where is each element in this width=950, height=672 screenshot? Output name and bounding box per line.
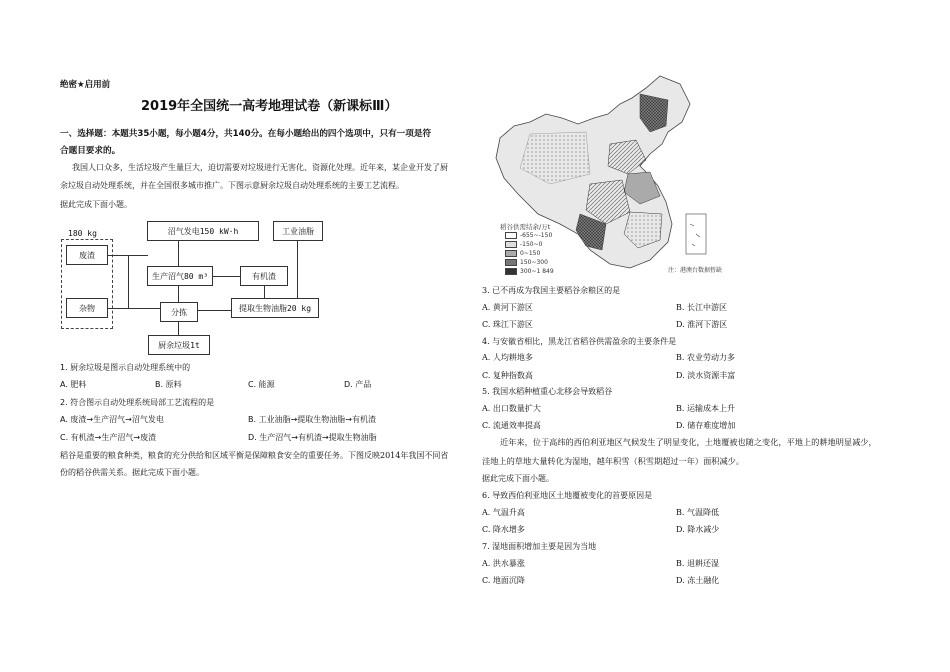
q3-stem: 3. 已不再成为我国主要稻谷余粮区的是 [482,286,621,295]
legend-item: 150~300 [505,259,548,266]
passage1-line3: 据此完成下面小题。 [60,200,132,209]
connector [213,276,240,277]
legend-item: 300~1 849 [505,268,554,275]
q6-stem: 6. 导致西伯利亚地区土地覆被变化的首要原因是 [482,491,653,500]
map-legend-title: 稻谷供需结余/万t [500,223,551,231]
passage2-line1: 稻谷是重要的粮食种类，粮食的充分供给和区域平衡是保障粮食安全的重要任务。下图反映2014年我国不同省 [60,451,449,460]
q6-option-a[interactable]: A. 气温升高 [482,508,525,517]
page-title: 2019年全国统一高考地理试卷（新课标Ⅲ） [141,99,398,114]
connector [108,308,160,309]
q3-option-d[interactable]: D. 淮河下游区 [676,320,728,329]
q1-option-a[interactable]: A. 肥料 [60,380,87,389]
legend-swatch [505,232,517,239]
q5-option-c[interactable]: C. 流通效率提高 [482,421,541,430]
q7-stem: 7. 湿地面积增加主要是因为当地 [482,542,597,551]
q2-stem: 2. 符合图示自动处理系统局部工艺流程的是 [60,398,215,407]
q1-stem: 1. 厨余垃圾是图示自动处理系统中的 [60,363,191,372]
section-heading-line2: 合题目要求的。 [60,146,121,156]
q1-option-b[interactable]: B. 原料 [155,380,182,389]
q5-option-a[interactable]: A. 出口数量扩大 [482,404,541,413]
q2-option-b[interactable]: B. 工业油脂→提取生物油脂→有机渣 [248,415,376,424]
q7-option-d[interactable]: D. 冻土融化 [676,576,720,585]
passage3-line2: 洼地上的草地大量转化为湿地，越年积雪（积雪期超过一年）面积减少。 [482,456,745,466]
connector [178,241,179,266]
legend-item: -655~-150 [505,232,552,239]
passage3-line1: 近年来，位于高纬的西伯利亚地区气候发生了明显变化，土地覆被也随之变化，平地上的耕地明显减少， [500,437,877,447]
q5-stem: 5. 我国水稻种植重心北移会导致稻谷 [482,387,613,396]
q1-option-c[interactable]: C. 能源 [248,380,275,389]
connector [178,322,179,335]
box-biogas: 生产沼气80 m³ [147,266,213,286]
q1-option-d[interactable]: D. 产品 [344,380,372,389]
q3-option-b[interactable]: B. 长江中游区 [676,303,727,312]
connector [128,255,129,308]
box-misc: 杂物 [66,298,108,318]
box-extract: 提取生物油脂20 kg [231,298,319,318]
legend-swatch [505,241,517,248]
q3-option-a[interactable]: A. 黄河下游区 [482,303,533,312]
connector [297,241,298,298]
q7-option-a[interactable]: A. 洪水暴涨 [482,559,525,568]
passage2-line2: 份的稻谷供需关系。据此完成下面小题。 [60,468,204,477]
q4-option-c[interactable]: C. 复种指数高 [482,371,533,380]
q4-option-a[interactable]: A. 人均耕地多 [482,353,533,362]
q3-option-c[interactable]: C. 珠江下游区 [482,320,533,329]
box-biogas-power: 沼气发电150 kW·h [147,221,259,241]
legend-item: 0~150 [505,250,540,257]
q7-option-b[interactable]: B. 退耕还湿 [676,559,719,568]
q6-option-c[interactable]: C. 降水增多 [482,525,525,534]
q2-option-d[interactable]: D. 生产沼气→有机渣→提取生物油脂 [248,433,377,442]
passage1-line2: 余垃圾自动处理系统，并在全国很多城市推广。下图示意厨余垃圾自动处理系统的主要工艺流程。 [60,181,404,190]
connector [178,286,179,302]
box-industrial-oil: 工业油脂 [273,221,323,241]
q6-option-d[interactable]: D. 降水减少 [676,525,720,534]
legend-swatch [505,268,517,275]
legend-swatch [505,250,517,257]
connector [198,310,231,311]
box-waste: 废渣 [66,245,108,265]
q5-option-d[interactable]: D. 储存难度增加 [676,421,736,430]
secret-label: 绝密★启用前 [60,80,111,90]
passage3-line3: 据此完成下面小题。 [482,474,554,483]
q5-option-b[interactable]: B. 运输成本上升 [676,404,735,413]
box-organic: 有机渣 [240,266,288,286]
q4-option-b[interactable]: B. 农业劳动力多 [676,353,735,362]
q7-option-c[interactable]: C. 地面沉降 [482,576,525,585]
legend-item: -150~0 [505,241,542,248]
section-heading-line1: 一、选择题：本题共35小题，每小题4分，共140分。在每小题给出的四个选项中，只有一项是符 [60,129,432,139]
q4-option-d[interactable]: D. 淡水资源丰富 [676,371,736,380]
legend-swatch [505,259,517,266]
box-sorting: 分拣 [160,302,198,322]
passage1-line1: 我国人口众多，生活垃圾产生量巨大，迫切需要对垃圾进行无害化、资源化处理。近年来，某企业开发了厨 [72,163,448,172]
q4-stem: 4. 与安徽省相比，黑龙江省稻谷供需盈余的主要条件是 [482,337,677,346]
weight-label: 180 kg [68,229,97,238]
connector [264,286,265,298]
q2-option-c[interactable]: C. 有机渣→生产沼气→废渣 [60,433,157,442]
q6-option-b[interactable]: B. 气温降低 [676,508,719,517]
q2-option-a[interactable]: A. 废渣→生产沼气→沼气发电 [60,415,164,424]
map-note: 注：港澳台数据暂缺 [668,267,723,274]
box-kitchen: 厨余垃圾1t [148,335,210,355]
